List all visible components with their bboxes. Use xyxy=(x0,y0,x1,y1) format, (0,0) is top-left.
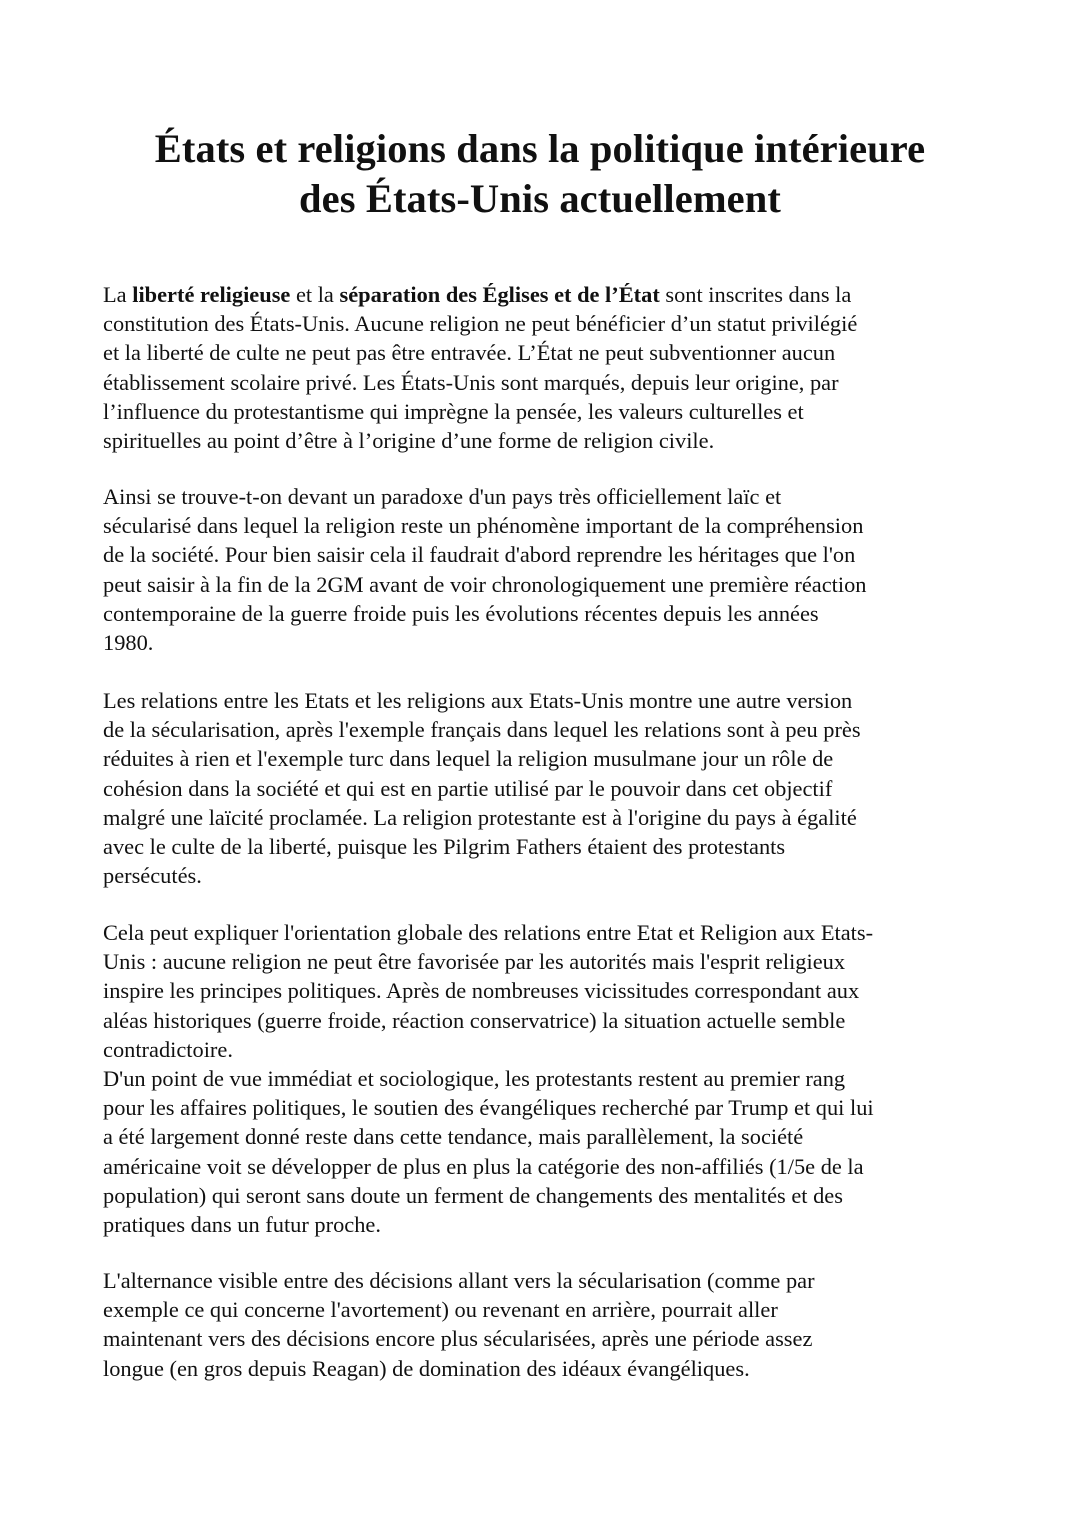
paragraph-line: l’influence du protestantisme qui imprègne la pensée, les valeurs culturelles et xyxy=(103,398,804,424)
paragraph-line: de la société. Pour bien saisir cela il faudrait d'abord reprendre les héritages que l'on xyxy=(103,542,856,568)
paragraph-line: aléas historiques (guerre froide, réaction conservatrice) la situation actuelle semble xyxy=(103,1007,846,1033)
paragraph-line: spirituelles au point d’être à l’origine d’une forme de religion civile. xyxy=(103,428,715,454)
paragraph-line: L'alternance visible entre des décisions allant vers la sécularisation (comme par xyxy=(103,1268,815,1293)
paragraph-line: 1980. xyxy=(103,630,154,656)
paragraph-line: population) qui seront sans doute un ferment de changements des mentalités et des xyxy=(103,1182,843,1208)
paragraph-line: de la sécularisation, après l'exemple français dans lequel les relations sont à peu près xyxy=(103,717,861,743)
page-title xyxy=(90,124,990,224)
text-run: La xyxy=(103,282,133,307)
paragraph-relations xyxy=(103,686,861,890)
paragraph-orientation xyxy=(103,918,874,1239)
paragraph-line: malgré une laïcité proclamée. La religion protestante est à l'origine du pays à égalité xyxy=(103,804,857,830)
paragraph-line: constitution des États-Unis. Aucune religion ne peut bénéficier d’un statut privilégié xyxy=(103,311,858,337)
paragraph-line: Ainsi se trouve-t-on devant un paradoxe d'un pays très officiellement laïc et xyxy=(103,484,782,509)
paragraph-line: maintenant vers des décisions encore plus sécularisées, après une période assez xyxy=(103,1326,813,1352)
paragraph-paradox xyxy=(103,482,867,657)
text-run: et la xyxy=(290,282,340,307)
paragraph-line: contradictoire. xyxy=(103,1036,233,1062)
paragraph-line: inspire les principes politiques. Après de nombreuses vicissitudes correspondant aux xyxy=(103,978,860,1004)
title-line-2: des États-Unis actuellement xyxy=(299,176,781,221)
paragraph-line: contemporaine de la guerre froide puis les évolutions récentes depuis les années xyxy=(103,600,819,626)
paragraph-line: Cela peut expliquer l'orientation globale des relations entre Etat et Religion aux Etats- xyxy=(103,920,874,945)
paragraph-intro xyxy=(103,280,857,455)
text-run: sont inscrites dans la xyxy=(659,282,852,307)
paragraph-line: persécutés. xyxy=(103,863,202,889)
paragraph-line: peut saisir à la fin de la 2GM avant de voir chronologiquement une première réaction xyxy=(103,571,867,597)
paragraph-conclusion xyxy=(103,1266,815,1383)
paragraph-line: D'un point de vue immédiat et sociologique, les protestants restent au premier rang xyxy=(103,1066,846,1092)
paragraph-line: et la liberté de culte ne peut pas être entravée. L’État ne peut subventionner aucun xyxy=(103,340,836,366)
paragraph-line xyxy=(103,280,857,309)
bold-term-separation-church-state: séparation des Églises et de l’État xyxy=(339,282,660,307)
paragraph-line: sécularisé dans lequel la religion reste un phénomène important de la compréhension xyxy=(103,513,864,539)
paragraph-line: américaine voit se développer de plus en plus la catégorie des non-affiliés (1/5e de la xyxy=(103,1153,864,1179)
paragraph-line: réduites à rien et l'exemple turc dans lequel la religion musulmane jour un rôle de xyxy=(103,746,834,772)
bold-term-religious-freedom: liberté religieuse xyxy=(132,282,291,307)
paragraph-line: pratiques dans un futur proche. xyxy=(103,1212,381,1238)
paragraph-line: Unis : aucune religion ne peut être favorisée par les autorités mais l'esprit religieux xyxy=(103,949,846,975)
paragraph-line: longue (en gros depuis Reagan) de domination des idéaux évangéliques. xyxy=(103,1355,750,1381)
paragraph-line: avec le culte de la liberté, puisque les Pilgrim Fathers étaient des protestants xyxy=(103,834,786,860)
paragraph-line: exemple ce qui concerne l'avortement) ou revenant en arrière, pourrait aller xyxy=(103,1297,778,1323)
title-line-1: États et religions dans la politique intérieure xyxy=(154,126,926,171)
paragraph-line: établissement scolaire privé. Les États-Unis sont marqués, depuis leur origine, par xyxy=(103,369,839,395)
paragraph-line: pour les affaires politiques, le soutien des évangéliques recherché par Trump et qui lui xyxy=(103,1095,874,1121)
paragraph-line: cohésion dans la société et qui est en partie utilisé par le pouvoir dans cet objectif xyxy=(103,775,833,801)
paragraph-line: Les relations entre les Etats et les religions aux Etats-Unis montre une autre version xyxy=(103,688,853,713)
paragraph-line: a été largement donné reste dans cette tendance, mais parallèlement, la société xyxy=(103,1124,804,1150)
